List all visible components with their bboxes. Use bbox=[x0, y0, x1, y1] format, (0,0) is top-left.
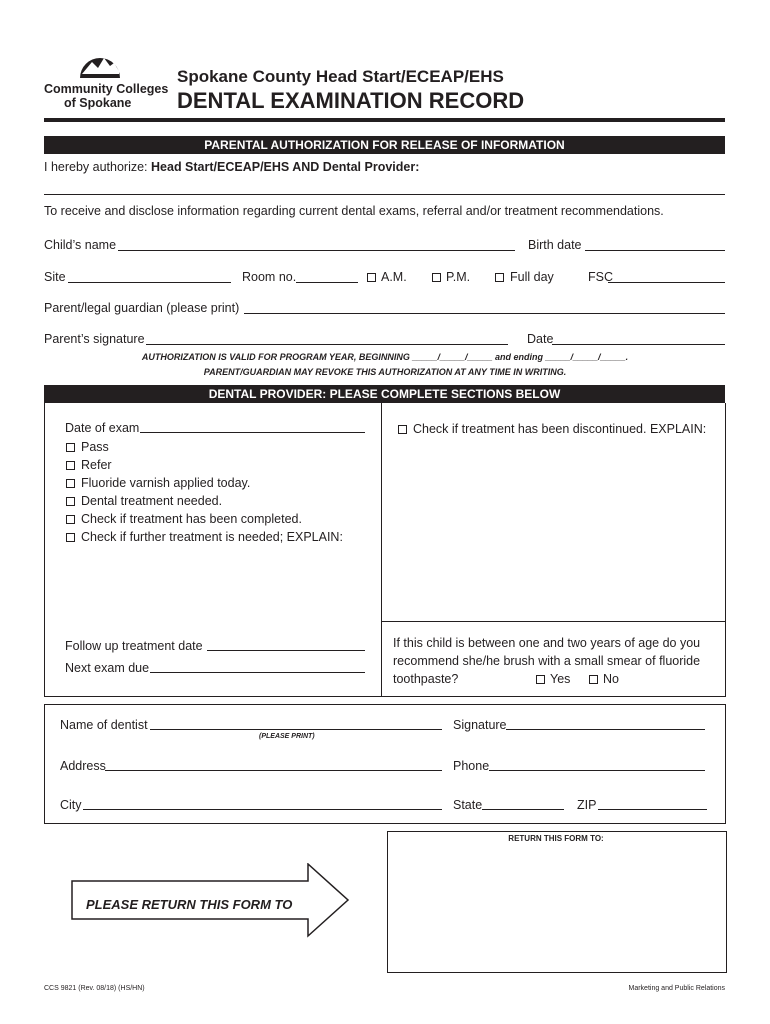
parent-signature-label: Parent’s signature bbox=[44, 332, 145, 346]
footer-department: Marketing and Public Relations bbox=[628, 985, 725, 992]
birth-date-field[interactable] bbox=[585, 250, 725, 251]
dentist-signature-field[interactable] bbox=[506, 729, 705, 730]
authorize-fill-line[interactable] bbox=[44, 194, 725, 195]
header-rule bbox=[44, 118, 725, 122]
am-label: A.M. bbox=[381, 270, 407, 284]
auth-section-bar: PARENTAL AUTHORIZATION FOR RELEASE OF INFORMATION bbox=[44, 136, 725, 154]
logo-line-1: Community Colleges bbox=[44, 82, 169, 96]
discontinued-label: Check if treatment has been discontinued. EXPLAIN: bbox=[413, 422, 707, 436]
disclose-text: To receive and disclose information regarding current dental exams, referral and/or treatment recommendations. bbox=[44, 204, 664, 218]
followup-date-label: Follow up treatment date bbox=[65, 639, 203, 653]
parent-guardian-field[interactable] bbox=[244, 313, 725, 314]
authorize-bold: Head Start/ECEAP/EHS AND Dental Provider: bbox=[151, 160, 420, 174]
auth-valid-text: AUTHORIZATION IS VALID FOR PROGRAM YEAR, BEGINNING _____/_____/_____ and ending _____/_____/_____. bbox=[141, 352, 629, 362]
treatment-needed-checkbox[interactable] bbox=[66, 497, 75, 506]
option-refer: Refer bbox=[81, 458, 112, 472]
treatment-completed-checkbox[interactable] bbox=[66, 515, 75, 524]
fluoride-question-line-1: If this child is between one and two years of age do you bbox=[393, 636, 701, 650]
authorize-line bbox=[44, 160, 419, 174]
room-no-field[interactable] bbox=[296, 282, 358, 283]
birth-date-label: Birth date bbox=[528, 238, 582, 252]
option-treatment-completed: Check if treatment has been completed. bbox=[81, 512, 302, 526]
childs-name-field[interactable] bbox=[118, 250, 515, 251]
next-exam-due-field[interactable] bbox=[150, 672, 365, 673]
option-fluoride-varnish: Fluoride varnish applied today. bbox=[81, 476, 251, 490]
pm-checkbox[interactable] bbox=[432, 273, 441, 282]
footer-form-number: CCS 9821 (Rev. 08/18) (HS/HN) bbox=[44, 985, 145, 992]
page-title: DENTAL EXAMINATION RECORD bbox=[177, 88, 525, 113]
dentist-state-label: State bbox=[453, 798, 483, 812]
fluoride-no-checkbox[interactable] bbox=[589, 675, 598, 684]
return-box-label: RETURN THIS FORM TO: bbox=[508, 834, 604, 843]
room-no-label: Room no. bbox=[242, 270, 297, 284]
date-of-exam-field[interactable] bbox=[140, 432, 365, 433]
fsc-field[interactable] bbox=[608, 282, 725, 283]
option-further-treatment: Check if further treatment is needed; EXPLAIN: bbox=[81, 530, 343, 544]
childs-name-label: Child’s name bbox=[44, 238, 117, 252]
date-of-exam-label: Date of exam bbox=[65, 421, 140, 435]
logo-line-2: of Spokane bbox=[64, 96, 132, 110]
provider-divider-vertical bbox=[381, 403, 382, 696]
return-arrow-text: PLEASE RETURN THIS FORM TO bbox=[86, 897, 293, 912]
please-print-note: (PLEASE PRINT) bbox=[259, 733, 315, 740]
return-address-box[interactable] bbox=[387, 831, 727, 973]
fluoride-varnish-checkbox[interactable] bbox=[66, 479, 75, 488]
dentist-state-field[interactable] bbox=[482, 809, 564, 810]
option-pass: Pass bbox=[81, 440, 109, 454]
dentist-address-label: Address bbox=[60, 759, 106, 773]
header-subtitle: Spokane County Head Start/ECEAP/EHS bbox=[177, 67, 504, 86]
dentist-address-field[interactable] bbox=[105, 770, 442, 771]
full-day-label: Full day bbox=[510, 270, 554, 284]
option-treatment-needed: Dental treatment needed. bbox=[81, 494, 223, 508]
dentist-zip-label: ZIP bbox=[577, 798, 597, 812]
parent-signature-field[interactable] bbox=[146, 344, 508, 345]
followup-date-field[interactable] bbox=[207, 650, 365, 651]
refer-checkbox[interactable] bbox=[66, 461, 75, 470]
next-exam-due-label: Next exam due bbox=[65, 661, 150, 675]
full-day-checkbox[interactable] bbox=[495, 273, 504, 282]
authorize-prefix: I hereby authorize: bbox=[44, 160, 152, 174]
pass-checkbox[interactable] bbox=[66, 443, 75, 452]
further-treatment-checkbox[interactable] bbox=[66, 533, 75, 542]
fluoride-yes-label: Yes bbox=[550, 672, 571, 686]
parent-guardian-label: Parent/legal guardian (please print) bbox=[44, 301, 240, 315]
am-checkbox[interactable] bbox=[367, 273, 376, 282]
dentist-name-label: Name of dentist bbox=[60, 718, 148, 732]
dentist-city-label: City bbox=[60, 798, 82, 812]
auth-revoke-text: PARENT/GUARDIAN MAY REVOKE THIS AUTHORIZATION AT ANY TIME IN WRITING. bbox=[203, 367, 567, 377]
fluoride-question-line-2: recommend she/he brush with a small smear of fluoride bbox=[393, 654, 701, 668]
pm-label: P.M. bbox=[446, 270, 471, 284]
provider-divider-horizontal bbox=[381, 621, 725, 622]
fluoride-yes-checkbox[interactable] bbox=[536, 675, 545, 684]
dentist-phone-label: Phone bbox=[453, 759, 490, 773]
fluoride-question-line-3: toothpaste? bbox=[393, 672, 459, 686]
college-logo-icon bbox=[78, 44, 122, 78]
fsc-label: FSC bbox=[588, 270, 613, 284]
dentist-zip-field[interactable] bbox=[598, 809, 707, 810]
dentist-phone-field[interactable] bbox=[489, 770, 705, 771]
site-label: Site bbox=[44, 270, 66, 284]
fluoride-no-label: No bbox=[603, 672, 619, 686]
auth-date-field[interactable] bbox=[552, 344, 725, 345]
dentist-name-field[interactable] bbox=[150, 729, 442, 730]
provider-section-bar: DENTAL PROVIDER: PLEASE COMPLETE SECTIONS BELOW bbox=[44, 385, 725, 403]
dentist-city-field[interactable] bbox=[83, 809, 442, 810]
dentist-signature-label: Signature bbox=[453, 718, 507, 732]
site-field[interactable] bbox=[68, 282, 231, 283]
discontinued-checkbox[interactable] bbox=[398, 425, 407, 434]
auth-date-label: Date bbox=[527, 332, 554, 346]
